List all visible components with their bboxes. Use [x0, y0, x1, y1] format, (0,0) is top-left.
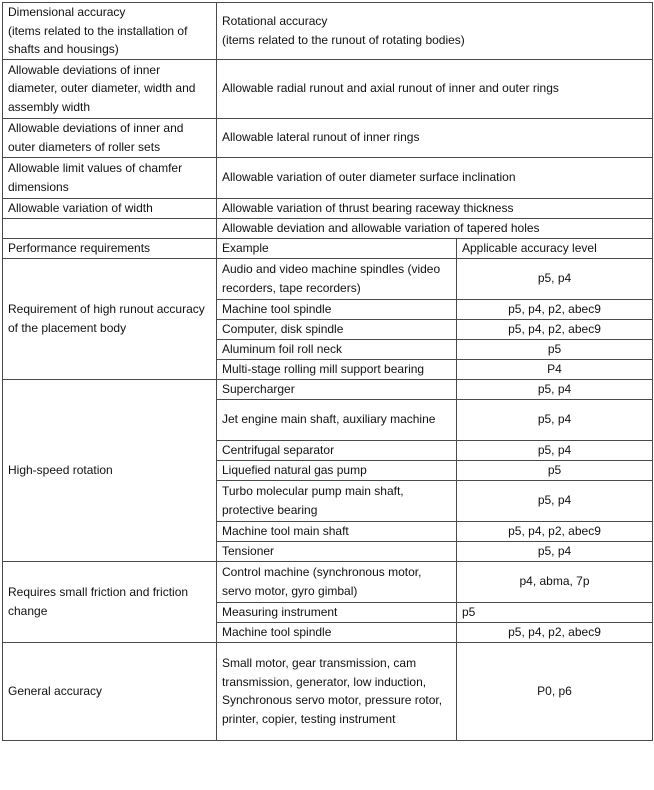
dimensional-item [3, 218, 217, 238]
accuracy-level-cell: p5, p4, p2, abec9 [457, 521, 653, 541]
accuracy-level-cell: p5, p4 [457, 258, 653, 299]
dimensional-item: Allowable limit values of chamfer dimensions [3, 157, 217, 198]
example-cell: Centrifugal separator [217, 440, 457, 460]
accuracy-level-cell: P4 [457, 359, 653, 379]
accuracy-level-cell: p5, p4 [457, 480, 653, 521]
accuracy-level-cell: p5, p4 [457, 379, 653, 399]
dimensional-item: Allowable variation of width [3, 198, 217, 218]
rotational-accuracy-header: Rotational accuracy (items related to the runout of rotating bodies) [217, 3, 653, 60]
example-cell: Multi-stage rolling mill support bearing [217, 359, 457, 379]
performance-requirement: General accuracy [3, 642, 217, 740]
example-cell: Small motor, gear transmission, cam transmission, generator, low induction, Synchronous servo motor, pressure rotor, printer, copier, testing instrument [217, 642, 457, 740]
accuracy-level-cell: p5, p4 [457, 399, 653, 440]
table-row [3, 118, 653, 157]
example-cell: Tensioner [217, 541, 457, 561]
column-header-example: Example [217, 238, 457, 258]
example-cell: Aluminum foil roll neck [217, 339, 457, 359]
table-row [3, 157, 653, 198]
performance-requirement: Requires small friction and friction change [3, 561, 217, 642]
table-row [3, 238, 653, 258]
table-row [3, 258, 653, 299]
accuracy-level-cell: p5, p4 [457, 541, 653, 561]
performance-requirement: High-speed rotation [3, 379, 217, 561]
example-cell: Machine tool spindle [217, 622, 457, 642]
example-cell: Control machine (synchronous motor, servo motor, gyro gimbal) [217, 561, 457, 602]
dimensional-item: Allowable deviations of inner diameter, outer diameter, width and assembly width [3, 59, 217, 118]
example-cell: Turbo molecular pump main shaft, protective bearing [217, 480, 457, 521]
table-row [3, 561, 653, 602]
accuracy-level-cell: p5, p4 [457, 440, 653, 460]
accuracy-level-cell: p5 [457, 339, 653, 359]
accuracy-level-cell: p4, abma, 7p [457, 561, 653, 602]
table-row [3, 642, 653, 740]
example-cell: Liquefied natural gas pump [217, 460, 457, 480]
example-cell: Computer, disk spindle [217, 319, 457, 339]
bearing-accuracy-table [2, 2, 653, 741]
example-cell: Machine tool main shaft [217, 521, 457, 541]
table-row [3, 198, 653, 218]
table-row [3, 3, 653, 60]
column-header-performance: Performance requirements [3, 238, 217, 258]
example-cell: Audio and video machine spindles (video recorders, tape recorders) [217, 258, 457, 299]
dimensional-item: Allowable deviations of inner and outer diameters of roller sets [3, 118, 217, 157]
rotational-item: Allowable variation of outer diameter surface inclination [217, 157, 653, 198]
table-row [3, 218, 653, 238]
example-cell: Machine tool spindle [217, 299, 457, 319]
example-cell: Supercharger [217, 379, 457, 399]
example-cell: Measuring instrument [217, 602, 457, 622]
accuracy-level-cell: p5 [457, 460, 653, 480]
accuracy-level-cell: p5, p4, p2, abec9 [457, 622, 653, 642]
rotational-item: Allowable radial runout and axial runout of inner and outer rings [217, 59, 653, 118]
accuracy-level-cell: P0, p6 [457, 642, 653, 740]
rotational-item: Allowable deviation and allowable variation of tapered holes [217, 218, 653, 238]
table-row [3, 59, 653, 118]
column-header-level: Applicable accuracy level [457, 238, 653, 258]
accuracy-level-cell: p5, p4, p2, abec9 [457, 299, 653, 319]
performance-requirement: Requirement of high runout accuracy of the placement body [3, 258, 217, 379]
rotational-item: Allowable lateral runout of inner rings [217, 118, 653, 157]
example-cell: Jet engine main shaft, auxiliary machine [217, 399, 457, 440]
bearing-accuracy-document [2, 2, 653, 741]
accuracy-level-cell: p5 [457, 602, 653, 622]
table-row [3, 379, 653, 399]
dimensional-accuracy-header: Dimensional accuracy (items related to the installation of shafts and housings) [3, 3, 217, 60]
accuracy-level-cell: p5, p4, p2, abec9 [457, 319, 653, 339]
rotational-item: Allowable variation of thrust bearing raceway thickness [217, 198, 653, 218]
